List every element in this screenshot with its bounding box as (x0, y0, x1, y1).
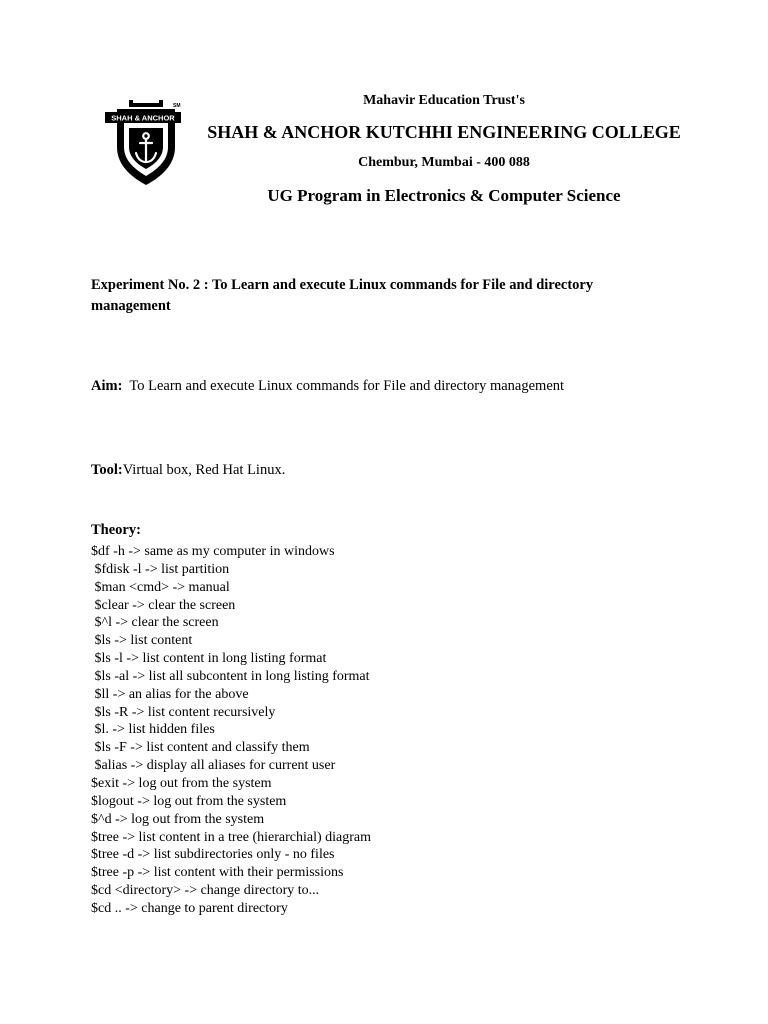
college-address: Chembur, Mumbai - 400 088 (358, 155, 530, 170)
command-line: $fdisk -l -> list partition (91, 561, 230, 577)
command-line: $ls -l -> list content in long listing format (91, 651, 327, 667)
college-name: SHAH & ANCHOR KUTCHHI ENGINEERING COLLEGE (207, 122, 681, 142)
program-title: UG Program in Electronics & Computer Science (267, 186, 621, 205)
logo-trademark: SM (173, 103, 181, 109)
command-line: $l. -> list hidden files (91, 722, 215, 738)
tool-section (91, 462, 285, 479)
theory-heading: Theory: (91, 522, 141, 538)
command-line: $tree -p -> list content with their permissions (91, 865, 344, 881)
experiment-title: Experiment No. 2 : To Learn and execute Linux commands for File and directory management (91, 277, 594, 314)
logo-crest-top (129, 100, 163, 107)
command-line: $exit -> log out from the system (91, 775, 272, 791)
logo-banner-text: SHAH & ANCHOR (111, 113, 175, 123)
command-list (91, 543, 371, 918)
aim-section (91, 378, 564, 395)
command-line: $cd <directory> -> change directory to... (91, 883, 320, 899)
tool-label: Tool: (91, 462, 123, 478)
command-line: $tree -> list content in a tree (hierarchial) diagram (91, 829, 371, 845)
tool-text: Virtual box, Red Hat Linux. (122, 462, 286, 478)
command-line: $df -h -> same as my computer in windows (91, 544, 335, 559)
command-line: $^l -> clear the screen (91, 615, 219, 631)
command-line: $^d -> log out from the system (91, 811, 265, 827)
command-line: $ls -F -> list content and classify them (91, 740, 310, 756)
command-line: $tree -d -> list subdirectories only - no files (91, 847, 335, 863)
command-line: $ls -R -> list content recursively (91, 704, 276, 720)
command-line: $logout -> log out from the system (91, 793, 287, 809)
command-line: $ls -> list content (91, 633, 193, 649)
aim-text: To Learn and execute Linux commands for File and directory management (122, 378, 565, 394)
command-line: $ll -> an alias for the above (91, 686, 249, 702)
command-line: $ls -al -> list all subcontent in long listing format (91, 668, 370, 684)
command-line: $alias -> display all aliases for current user (91, 758, 336, 774)
trust-name: Mahavir Education Trust's (363, 93, 525, 108)
command-line: $clear -> clear the screen (91, 597, 236, 613)
command-line: $man <cmd> -> manual (91, 579, 230, 595)
command-line: $cd .. -> change to parent directory (91, 900, 288, 916)
college-logo (103, 97, 189, 187)
aim-label: Aim: (91, 378, 123, 394)
